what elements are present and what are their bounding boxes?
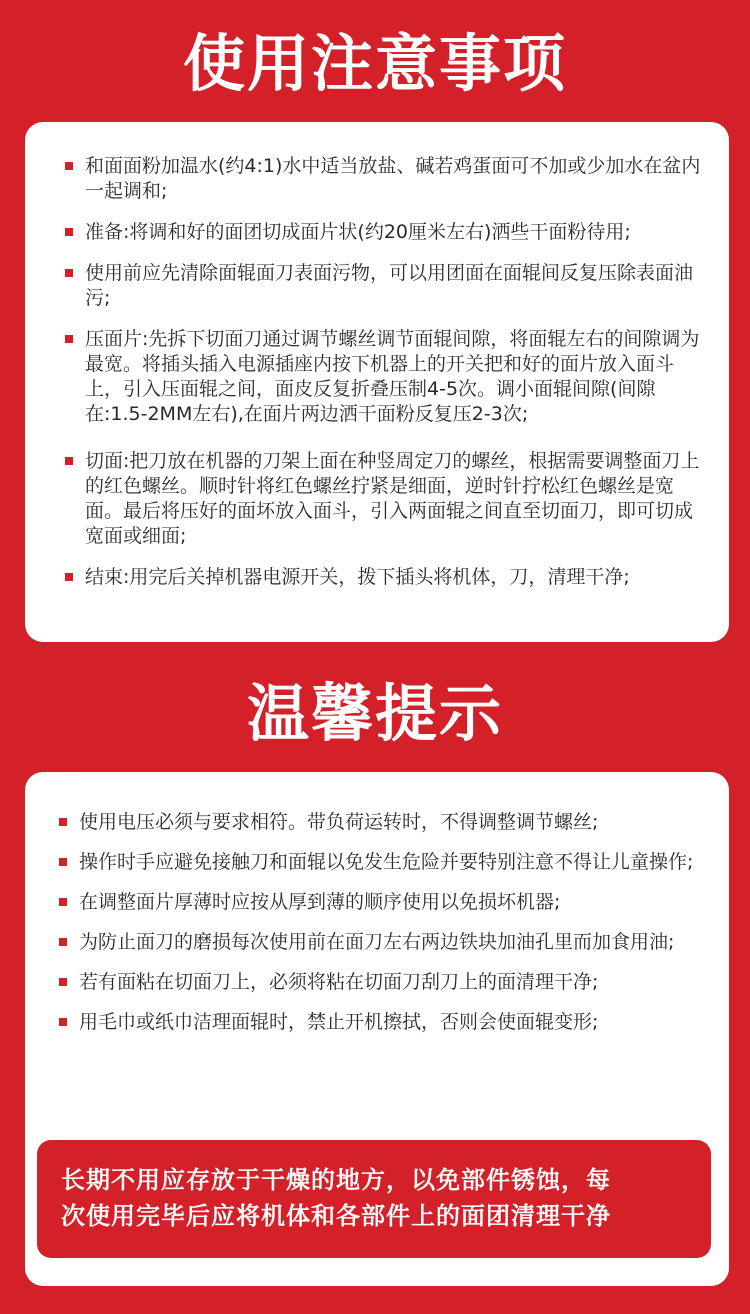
list-item [65, 565, 709, 590]
usage-notes-list [65, 154, 709, 590]
list-item-text: 使用电压必须与要求相符。带负荷运转时，不得调整调节螺丝; [79, 811, 599, 833]
list-item-text: 若有面粘在切面刀上，必须将粘在切面刀刮刀上的面清理干净; [79, 971, 599, 993]
square-bullet-icon [65, 162, 73, 170]
list-item-text: 和面面粉加温水(约4:1)水中适当放盐、碱若鸡蛋面可不加或少加水在盆内一起调和; [85, 155, 701, 202]
usage-notes-card [25, 122, 729, 642]
list-item [59, 810, 709, 835]
storage-warning-banner [37, 1140, 711, 1258]
list-item [59, 930, 709, 955]
list-item [65, 327, 709, 427]
list-item [59, 1010, 709, 1035]
square-bullet-icon [65, 269, 73, 277]
list-item [59, 970, 709, 995]
square-bullet-icon [59, 858, 67, 866]
square-bullet-icon [65, 457, 73, 465]
square-bullet-icon [59, 818, 67, 826]
section-title-usage-notes: 使用注意事项 [182, 27, 567, 100]
square-bullet-icon [65, 335, 73, 343]
list-item-text: 切面:把刀放在机器的刀架上面在种竖周定刀的螺丝，根据需要调整面刀上的红色螺丝。顺时针将红色螺丝拧紧是细面，逆时针拧松红色螺丝是宽面。最后将压好的面坏放入面斗，引入两面辊之间直至切面刀，即可切成宽面或细面; [85, 450, 700, 547]
list-item [59, 850, 709, 875]
list-item-text: 使用前应先清除面辊面刀表面污物，可以用团面在面辊间反复压除表面油污; [85, 262, 694, 309]
list-item-text: 在调整面片厚薄时应按从厚到薄的顺序使用以免损坏机器; [79, 891, 561, 913]
list-item-text: 操作时手应避免接触刀和面辊以免发生危险并要特别注意不得让儿童操作; [79, 851, 694, 873]
section-title-tips: 温馨提示 [246, 677, 503, 750]
list-item-text: 用毛巾或纸巾洁理面辊时，禁止开机擦拭，否则会使面辊变形; [79, 1011, 599, 1033]
list-item [65, 220, 709, 245]
square-bullet-icon [59, 1018, 67, 1026]
square-bullet-icon [65, 228, 73, 236]
list-item-text: 准备:将调和好的面团切成面片状(约20厘米左右)洒些干面粉待用; [85, 221, 631, 243]
list-item [59, 890, 709, 915]
list-item [65, 261, 709, 311]
list-item [65, 154, 709, 204]
tips-card [25, 772, 729, 1286]
list-item-text: 为防止面刀的磨损每次使用前在面刀左右两边铁块加油孔里而加食用油; [79, 931, 675, 953]
banner-line-1: 长期不用应存放于干燥的地方，以免部件锈蚀，每 [61, 1166, 611, 1194]
list-item [65, 449, 709, 549]
square-bullet-icon [65, 573, 73, 581]
square-bullet-icon [59, 898, 67, 906]
list-item-text: 结束:用完后关掉机器电源开关，拨下插头将机体，刀，清理干净; [85, 566, 630, 588]
tips-list [59, 810, 709, 1035]
square-bullet-icon [59, 978, 67, 986]
square-bullet-icon [59, 938, 67, 946]
list-item-text: 压面片:先拆下切面刀通过调节螺丝调节面辊间隙，将面辊左右的间隙调为最宽。将插头插入电源插座内按下机器上的开关把和好的面片放入面斗上，引入压面辊之间，面皮反复折叠压制4-5次。调小面辊间隙(间隙在:1.5-2MM左右),在面片两边洒干面粉反复压2-3次; [85, 328, 700, 425]
banner-line-2: 次使用完毕后应将机体和各部件上的面团清理干净 [61, 1202, 611, 1230]
